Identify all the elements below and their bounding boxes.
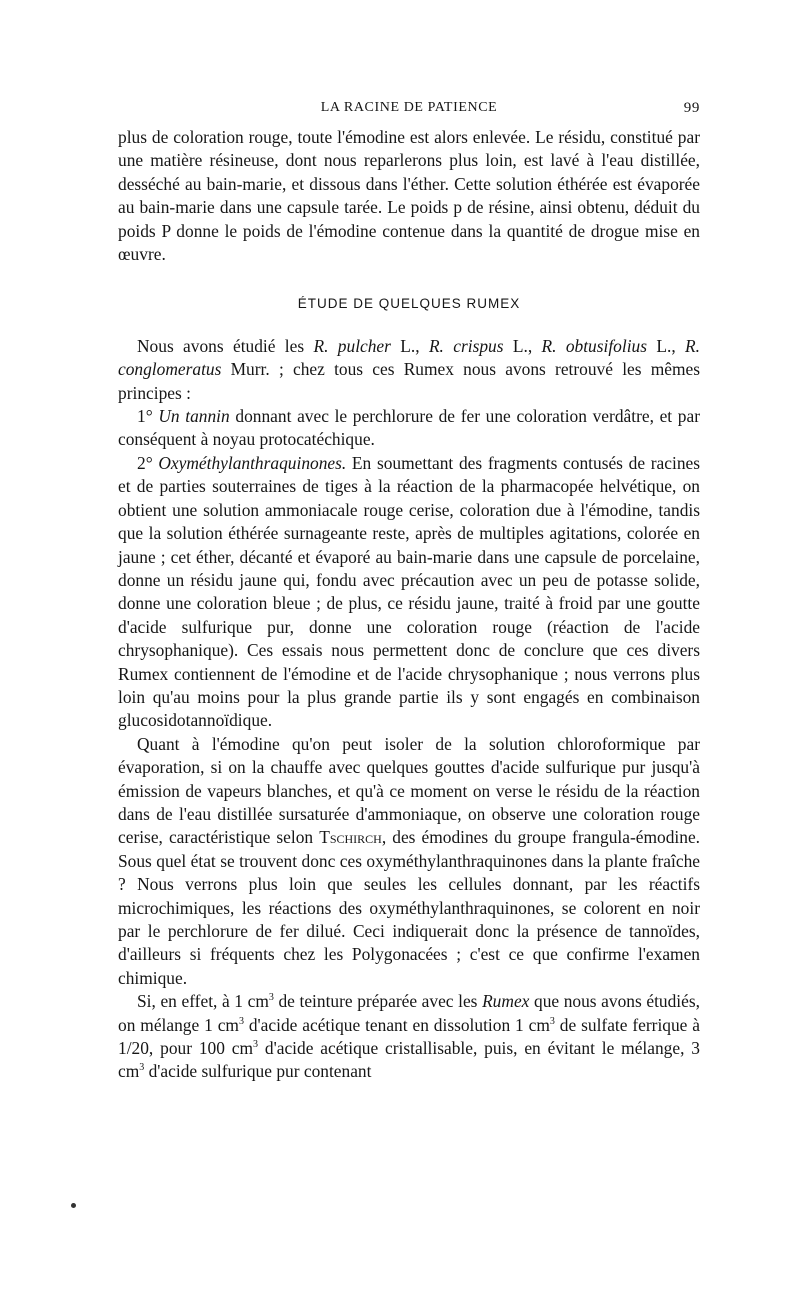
text-run: L., — [647, 335, 686, 356]
author-name: Tschirch — [319, 827, 382, 848]
text-run: de teinture préparée avec les — [273, 991, 483, 1012]
text-run: , des émodines du groupe frangula-émodine. Sous quel état se trouvent donc ces oxyméthylanthraquinones dans la plante fraîche ? Nous verrons plus loin que seules les cellules donnant, par les réactifs microchimiques, les réactions des oxyméthylanthraquinones, se colorent en noir par le perchlorure de fer dilué. Ceci indiquerait donc la présence de tannoïdes, d'ailleurs si fréquents chez les Polygonacées ; c'est ce que confirme l'examen chimique. — [118, 827, 701, 988]
text-run: L., — [390, 335, 429, 356]
species-name: R. obtusifolius — [541, 335, 647, 356]
body-text — [118, 126, 700, 1084]
genus-name: Rumex — [482, 991, 530, 1012]
text-run: de sulfate ferrique à 1/20, pour 100 cm — [118, 1014, 701, 1059]
paragraph-emodine — [118, 733, 700, 990]
text-run: Nous avons étudié les — [137, 335, 314, 356]
species-name: R. conglomeratus — [118, 335, 700, 380]
list-number: 2° — [137, 452, 159, 473]
list-number: 1° — [137, 406, 159, 427]
superscript: 3 — [549, 1015, 555, 1027]
text-run: d'acide acétique tenant en dissolution 1 cm — [243, 1014, 550, 1035]
text-run: L., — [503, 335, 542, 356]
ink-speck — [71, 1203, 76, 1208]
paragraph-continued: plus de coloration rouge, toute l'émodine est alors enlevée. Le résidu, constitué par une matière résineuse, dont nous reparlerons plus loin, est lavé à l'eau distillée, desséché au bain-marie, et dissous dans l'éther. Cette solution éthérée est évaporée au bain-marie dans une capsule tarée. Le poids p de résine, ainsi obtenu, déduit du poids P donne le poids de l'émodine contenue dans la quantité de drogue mise en œuvre. — [118, 127, 700, 265]
superscript: 3 — [139, 1062, 145, 1074]
italic-term: Un tannin — [158, 406, 230, 427]
superscript: 3 — [268, 992, 274, 1004]
paragraph-experiment — [118, 990, 700, 1084]
superscript: 3 — [253, 1039, 259, 1051]
text-run: Murr. ; chez tous ces Rumex nous avons retrouvé les mêmes principes : — [118, 359, 700, 403]
paragraph-oxymethylanthraquinones — [118, 452, 700, 733]
text-run: Quant à l'émodine qu'on peut isoler de la solution chloroformique par évaporation, si on la chauffe avec quelques gouttes d'acide sulfurique pur jusqu'à émission de vapeurs blanches, et qu'à ce moment on verse le résidu de la réaction dans de l'eau distillée sursaturée d'ammoniaque, on observe une coloration rouge cerise, caractéristique selon — [118, 733, 700, 848]
text-run: En soumettant des fragments contusés de racines et de parties souterraines de tiges à la réaction de la pharmacopée helvétique, on obtient une solution ammoniacale rouge cerise, coloration due à l'émodine, tandis que la solution éthérée surnageante reste, après de multiples agitations, colorée en jaune ; cet éther, décanté et évaporé au bain-marie dans une capsule de porcelaine, donne un résidu jaune qui, fondu avec précaution avec un peu de potasse solide, donne une coloration bleue ; de plus, ce résidu jaune, traité à froid par une goutte d'acide sulfurique pur, donne une coloration rouge (réaction de l'acide chrysophanique). Ces essais nous permettent donc de conclure que ces divers Rumex contiennent de l'émodine et de l'acide chrysophanique ; nous verrons plus loin qu'au moins pour la plus grande partie ils y sont engagés en combinaison glucosidotannoïdique. — [118, 452, 700, 731]
book-page — [118, 100, 700, 1084]
text-run: d'acide acétique cristallisable, puis, en évitant le mélange, 3 cm — [118, 1038, 700, 1082]
section-heading: ÉTUDE DE QUELQUES RUMEX — [297, 296, 521, 312]
italic-term: Oxyméthylanthraquinones. — [158, 452, 347, 473]
paragraph-tannin — [118, 405, 700, 452]
species-name: R. crispus — [428, 335, 504, 356]
page-header — [118, 100, 700, 126]
page-number: 99 — [683, 100, 700, 116]
text-run: que nous avons étudiés, on mélange 1 cm — [118, 991, 700, 1035]
text-run: donnant avec le perchlorure de fer une coloration verdâtre, et par conséquent à noyau protocatéchique. — [118, 406, 701, 450]
text-run: Si, en effet, à 1 cm — [137, 991, 269, 1012]
running-title: LA RACINE DE PATIENCE — [320, 100, 498, 115]
paragraph-species — [118, 335, 700, 405]
superscript: 3 — [238, 1015, 244, 1027]
species-name: R. pulcher — [313, 335, 391, 356]
text-run: d'acide sulfurique pur contenant — [144, 1061, 372, 1082]
